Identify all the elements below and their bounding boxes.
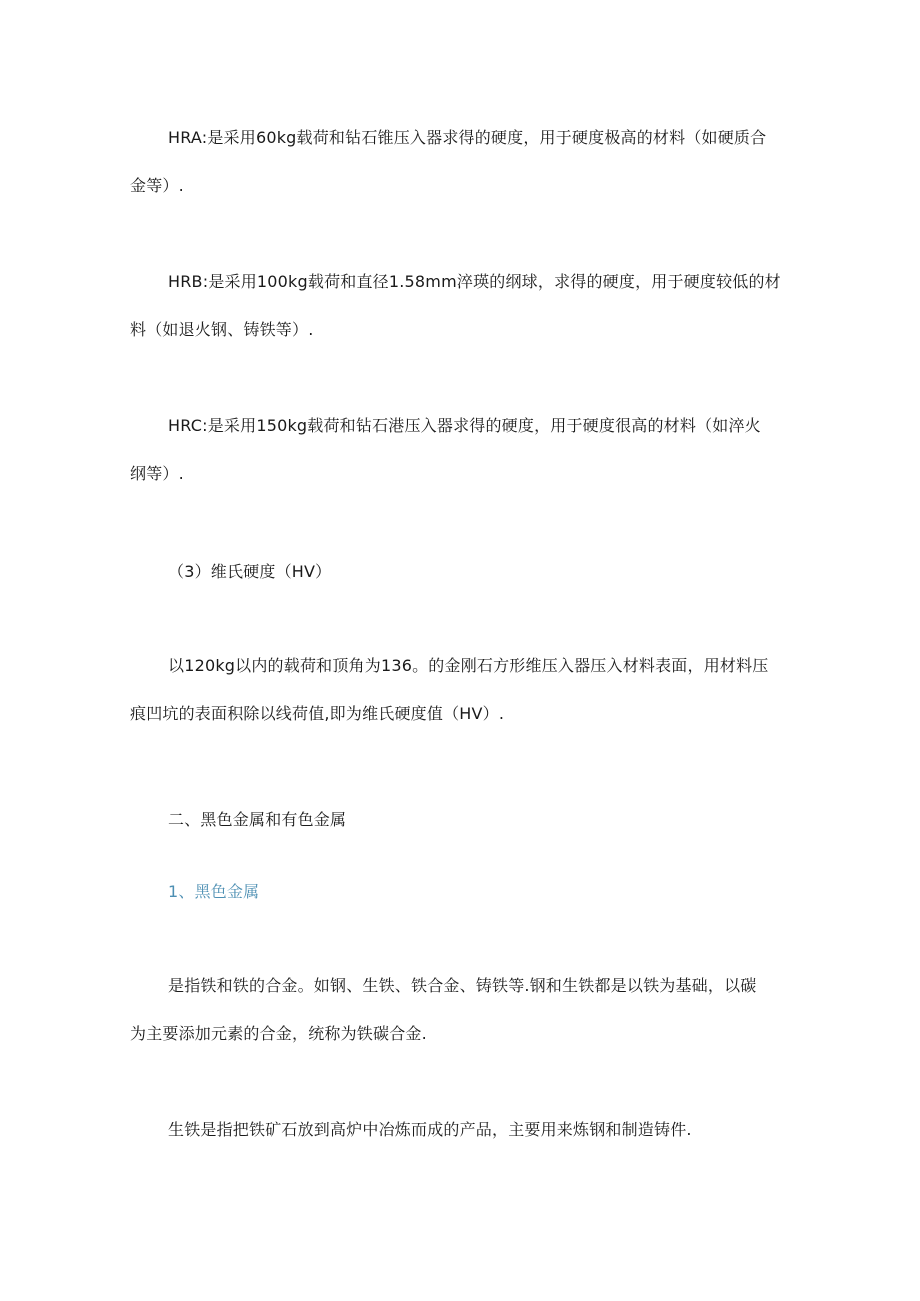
paragraph-line: 为主要添加元素的合金，统称为铁碳合金.: [130, 1024, 427, 1043]
subsection-heading-text: 1、黑色金属: [168, 882, 260, 901]
paragraph-hra: [130, 114, 792, 210]
paragraph-pig-iron: [130, 1106, 792, 1154]
paragraph-ferrous: [130, 962, 792, 1058]
section-heading-text: 二、黑色金属和有色金属: [168, 810, 347, 829]
hv-heading-text: （3）维氏硬度（HV）: [168, 562, 332, 581]
paragraph-line: 以120kg以内的载荷和顶角为136。的金刚石方形维压入器压入材料表面，用材料压: [168, 656, 769, 675]
paragraph-hrc: [130, 402, 792, 498]
paragraph-line: HRA:是采用60kg载荷和钻石锥压入器求得的硬度，用于硬度极高的材料（如硬质合: [168, 128, 767, 147]
paragraph-hv: [130, 642, 792, 738]
paragraph-line: HRC:是采用150kg载荷和钻石港压入器求得的硬度，用于硬度很高的材料（如淬火: [168, 416, 761, 435]
paragraph-line: 是指铁和铁的合金。如钢、生铁、铁合金、铸铁等.钢和生铁都是以铁为基础，以碳: [168, 976, 757, 995]
paragraph-line: 痕凹坑的表面积除以线荷值,即为维氏硬度值（HV）.: [130, 704, 505, 723]
hv-heading: [130, 548, 792, 596]
subsection-heading: [130, 868, 792, 916]
section-heading: [130, 796, 792, 844]
paragraph-line: 纲等）.: [130, 464, 184, 483]
paragraph-line: 料（如退火钢、铸铁等）.: [130, 320, 314, 339]
paragraph-line: 金等）.: [130, 176, 184, 195]
paragraph-line: 生铁是指把铁矿石放到高炉中冶炼而成的产品，主要用来炼钢和制造铸件.: [168, 1120, 692, 1139]
paragraph-hrb: [130, 258, 792, 354]
paragraph-line: HRB:是采用100kg载荷和直径1.58mm淬瑛的纲球，求得的硬度，用于硬度较低的材: [168, 272, 781, 291]
